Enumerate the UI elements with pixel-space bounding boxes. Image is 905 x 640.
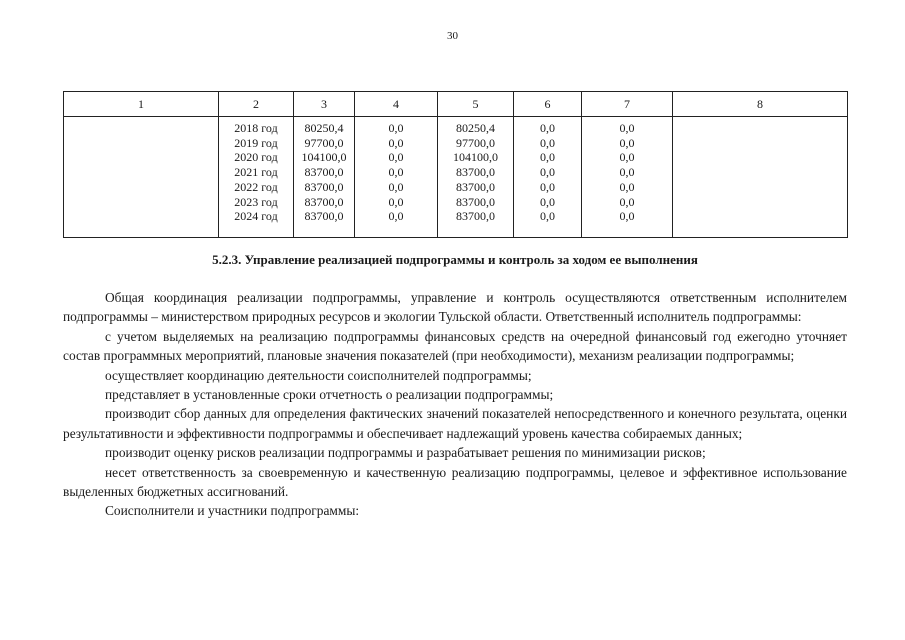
value-cell: 0,0 bbox=[540, 179, 555, 194]
year-cell: 2019 год bbox=[234, 135, 278, 150]
cell-col8 bbox=[673, 117, 848, 238]
value-cell: 0,0 bbox=[540, 150, 555, 165]
value-cell: 83700,0 bbox=[304, 165, 344, 180]
table-row bbox=[64, 117, 848, 238]
cell-col5 bbox=[438, 117, 514, 238]
table-header-row bbox=[64, 92, 848, 117]
value-cell: 83700,0 bbox=[456, 165, 495, 180]
value-cell: 0,0 bbox=[388, 165, 404, 180]
value-cell: 0,0 bbox=[388, 121, 404, 135]
value-cell: 0,0 bbox=[619, 150, 635, 165]
value-cell: 83700,0 bbox=[304, 209, 344, 224]
value-cell: 0,0 bbox=[540, 194, 555, 209]
header-cell-3: 3 bbox=[294, 92, 355, 117]
paragraph: представляет в установленные сроки отчетность о реализации подпрограммы; bbox=[105, 387, 554, 403]
value-cell: 0,0 bbox=[540, 165, 555, 180]
value-cell: 0,0 bbox=[540, 121, 555, 135]
header-cell-6: 6 bbox=[514, 92, 582, 117]
section-heading: 5.2.3. Управление реализацией подпрограммы и контроль за ходом ее выполнения bbox=[212, 252, 698, 267]
value-cell: 0,0 bbox=[619, 194, 635, 209]
year-cell: 2022 год bbox=[234, 179, 278, 194]
value-cell: 0,0 bbox=[619, 121, 635, 135]
paragraph: несет ответственность за своевременную и качественную реализацию подпрограммы, целевое и эффективное использование выделенных бюджетных ассигнований. bbox=[63, 464, 847, 500]
cell-col1 bbox=[64, 117, 219, 238]
value-cell: 0,0 bbox=[388, 135, 404, 150]
header-cell-8: 8 bbox=[673, 92, 848, 117]
value-cell: 83700,0 bbox=[456, 194, 495, 209]
value-cell: 97700,0 bbox=[304, 135, 344, 150]
value-cell: 80250,4 bbox=[304, 121, 344, 135]
year-cell: 2024 год bbox=[234, 209, 278, 224]
value-cell: 0,0 bbox=[388, 194, 404, 209]
header-cell-5: 5 bbox=[438, 92, 514, 117]
value-cell: 0,0 bbox=[388, 179, 404, 194]
value-cell: 0,0 bbox=[388, 209, 404, 224]
value-cell: 0,0 bbox=[619, 135, 635, 150]
value-cell: 0,0 bbox=[388, 150, 404, 165]
paragraph: с учетом выделяемых на реализацию подпрограммы финансовых средств на очередной финансовый год ежегодно уточняет состав программных мероприятий, плановые значения показателей (при необходимости), механизм реализации подпрограммы; bbox=[63, 328, 847, 364]
cell-years bbox=[219, 117, 294, 238]
paragraph: Общая координация реализации подпрограммы, управление и контроль осуществляются ответственным исполнителем подпрограммы – министерством природных ресурсов и экологии Тульской области. Ответственный исполнитель подпрограммы: bbox=[63, 290, 847, 325]
paragraph: осуществляет координацию деятельности соисполнителей подпрограммы; bbox=[105, 367, 532, 383]
paragraph: Соисполнители и участники подпрограммы: bbox=[105, 503, 360, 519]
finance-table bbox=[63, 91, 848, 238]
value-cell: 83700,0 bbox=[304, 194, 344, 209]
year-cell: 2021 год bbox=[234, 165, 278, 180]
value-cell: 104100,0 bbox=[453, 150, 498, 165]
cell-col6 bbox=[514, 117, 582, 238]
value-cell: 80250,4 bbox=[456, 121, 495, 135]
paragraph: производит оценку рисков реализации подпрограммы и разрабатывает решения по минимизации рисков; bbox=[105, 445, 706, 461]
value-cell: 0,0 bbox=[619, 179, 635, 194]
year-cell: 2023 год bbox=[234, 194, 278, 209]
value-cell: 0,0 bbox=[540, 209, 555, 224]
page-number: 30 bbox=[447, 30, 458, 42]
value-cell: 0,0 bbox=[619, 209, 635, 224]
value-cell: 83700,0 bbox=[456, 209, 495, 224]
cell-col3 bbox=[294, 117, 355, 238]
year-cell: 2020 год bbox=[234, 150, 278, 165]
value-cell: 104100,0 bbox=[301, 150, 347, 165]
value-cell: 83700,0 bbox=[304, 179, 344, 194]
value-cell: 0,0 bbox=[619, 165, 635, 180]
cell-col4 bbox=[355, 117, 438, 238]
year-cell: 2018 год bbox=[234, 121, 278, 135]
header-cell-1: 1 bbox=[64, 92, 219, 117]
cell-col7 bbox=[582, 117, 673, 238]
header-cell-4: 4 bbox=[355, 92, 438, 117]
header-cell-2: 2 bbox=[219, 92, 294, 117]
paragraph: производит сбор данных для определения фактических значений показателей непосредственного и конечного результата, оценки результативности и эффективности подпрограммы и обеспечивает надлежащий уровень качества собираемых данных; bbox=[63, 406, 847, 441]
value-cell: 97700,0 bbox=[456, 135, 495, 150]
value-cell: 83700,0 bbox=[456, 179, 495, 194]
header-cell-7: 7 bbox=[582, 92, 673, 117]
value-cell: 0,0 bbox=[540, 135, 555, 150]
body-text bbox=[63, 288, 847, 521]
